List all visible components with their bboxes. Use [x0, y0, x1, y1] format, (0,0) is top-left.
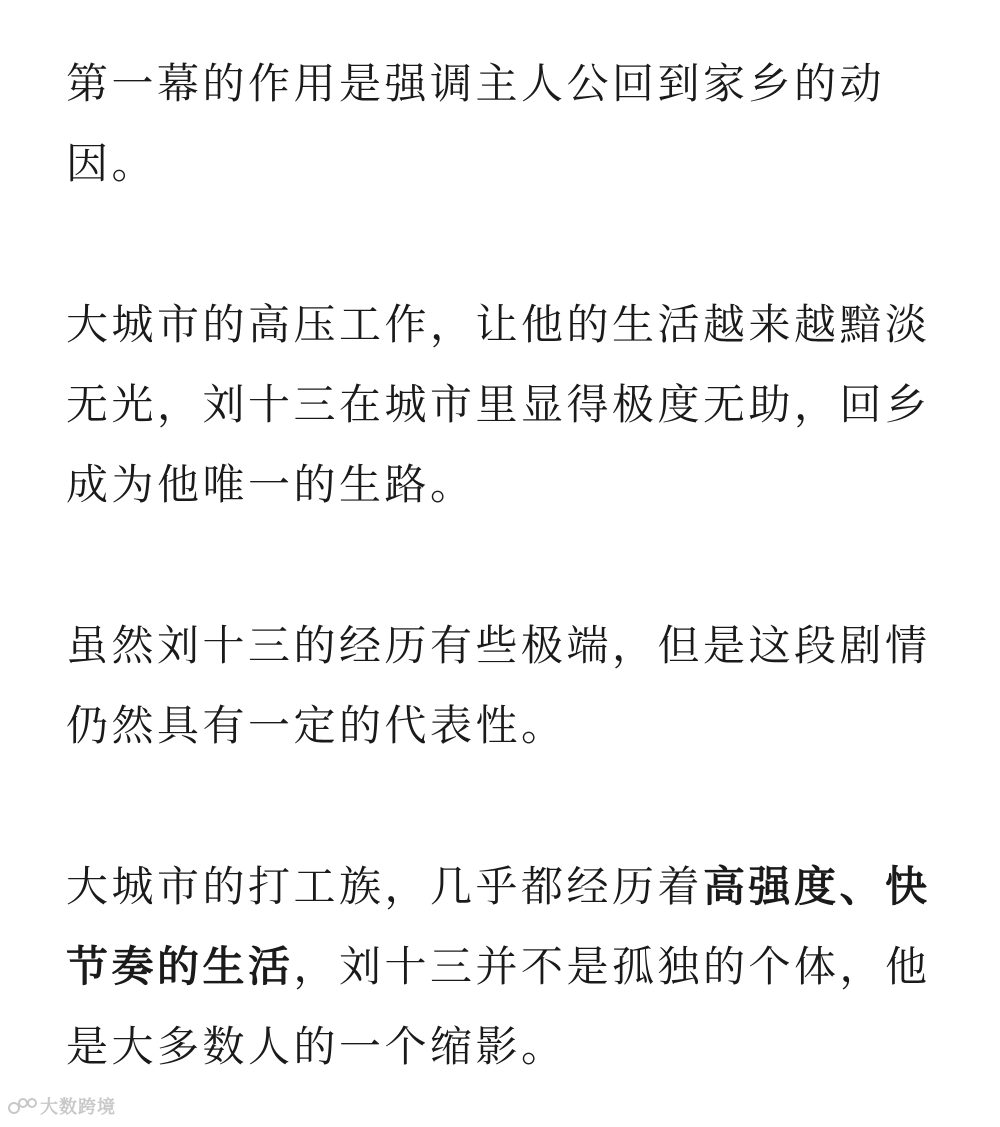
- watermark-text: 大数跨境: [40, 1097, 116, 1118]
- paragraph-text: 第一幕的作用是强调主人公回到家乡的动因。: [66, 59, 886, 188]
- emphasis-text: 高强度、快节奏的生活: [66, 862, 931, 991]
- watermark: [8, 1093, 116, 1119]
- paragraph-3: [66, 606, 946, 766]
- paragraph-text: ，刘十三并不是孤独的个体，他是大多数人的一个缩影。: [66, 942, 931, 1071]
- paragraph-2: [66, 285, 946, 525]
- paragraph-1: [66, 44, 946, 204]
- paragraph-text: 大城市的打工族，几乎都经历着: [66, 862, 704, 911]
- article-body: [66, 44, 946, 1087]
- paragraph-text: 虽然刘十三的经历有些极端，但是这段剧情仍然具有一定的代表性。: [66, 621, 931, 750]
- paragraph-4: [66, 847, 946, 1087]
- paragraph-text: 大城市的高压工作，让他的生活越来越黯淡无光，刘十三在城市里显得极度无助，回乡成为他唯一的生路。: [66, 300, 931, 509]
- brand-logo-icon: [8, 1096, 38, 1116]
